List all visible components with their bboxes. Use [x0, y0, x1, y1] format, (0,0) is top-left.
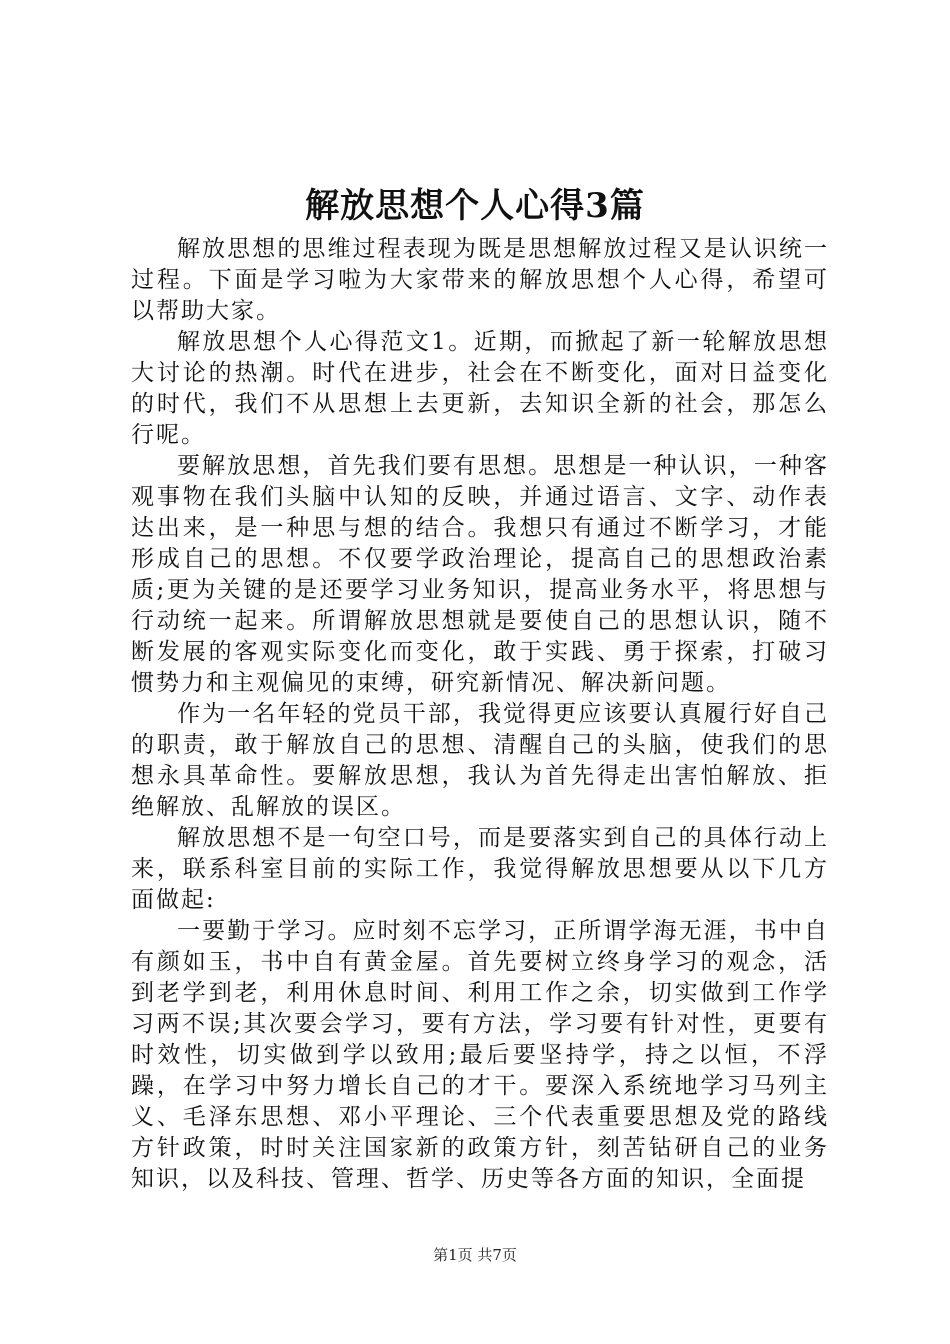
paragraph-sample-1: 解放思想个人心得范文1。近期，而掀起了新一轮解放思想大讨论的热潮。时代在进步，社会在不断变化，面对日益变化的时代，我们不从思想上去更新，去知识全新的社会，那怎么行呢。	[131, 329, 829, 448]
document-title: 解放思想个人心得3篇	[305, 186, 645, 226]
paragraph-study: 一要勤于学习。应时刻不忘学习，正所谓学海无涯，书中自有颜如玉，书中自有黄金屋。首先要树立终身学习的观念，活到老学到老，利用休息时间、利用工作之余，切实做到工作学习两不误;其次要会学习，要有方法，学习要有针对性，更要有时效性，切实做到学以致用;最后要坚持学，持之以恒，不浮躁，在学习中努力增长自己的才干。要深入系统地学习马列主义、毛泽东思想、邓小平理论、三个代表重要思想及党的路线方针政策，时时关注国家新的政策方针，刻苦钻研自己的业务知识，以及科技、管理、哲学、历史等各方面的知识，全面提	[131, 918, 829, 1192]
paragraph-not-slogan: 解放思想不是一句空口号，而是要落实到自己的具体行动上来，联系科室目前的实际工作，我觉得解放思想要从以下几方面做起:	[131, 825, 829, 913]
paragraph-have-thoughts: 要解放思想，首先我们要有思想。思想是一种认识，一种客观事物在我们头脑中认知的反映，并通过语言、文字、动作表达出来，是一种思与想的结合。我想只有通过不断学习，才能形成自己的思想。不仅要学政治理论，提高自己的思想政治素质;更为关键的是还要学习业务知识，提高业务水平，将思想与行动统一起来。所谓解放思想就是要使自己的思想认识，随不断发展的客观实际变化而变化，敢于实践、勇于探索，打破习惯势力和主观偏见的束缚，研究新情况、解决新问题。	[131, 453, 829, 696]
document-body	[131, 234, 829, 1195]
paragraph-intro: 解放思想的思维过程表现为既是思想解放过程又是认识统一过程。下面是学习啦为大家带来的解放思想个人心得，希望可以帮助大家。	[131, 236, 829, 324]
page-number-footer: 第1页 共7页	[433, 1246, 517, 1264]
paragraph-party-cadre: 作为一名年轻的党员干部，我觉得更应该要认真履行好自己的职责，敢于解放自己的思想、清醒自己的头脑，使我们的思想永具革命性。要解放思想，我认为首先得走出害怕解放、拒绝解放、乱解放的误区。	[131, 701, 829, 820]
